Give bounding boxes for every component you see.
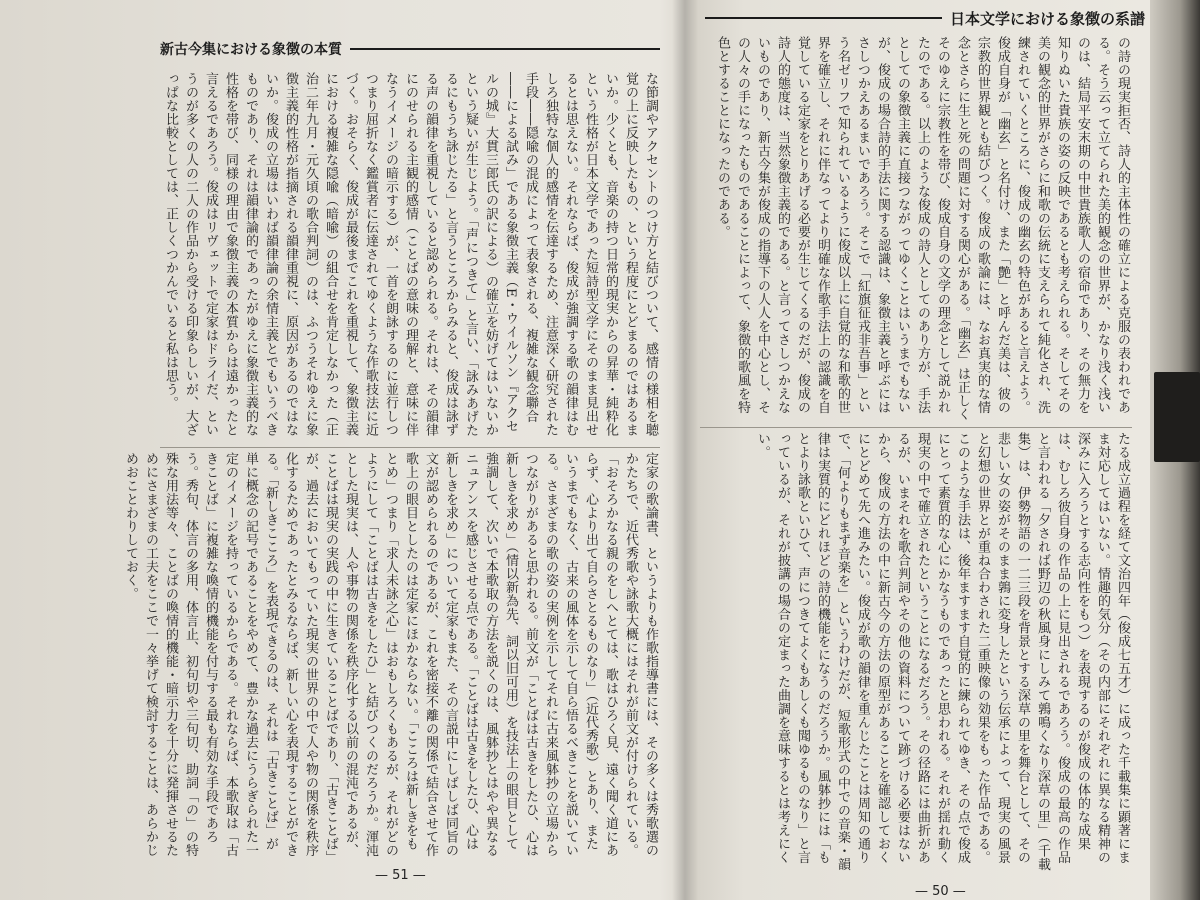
- left-upper-paragraph: な節調やアクセントのつけ方と結びついて、感情の様相を聴覚の上に反映したもの、という程度にとどまるのではあるまいか。少くとも、音楽の持つ日常的現実からの昇華・純粋化という性格が日本文学であった短詩型文学にそのまま見出せるとは思えない。それならば、俊成が強調する歌の韻律はむしろ独特な個人的感情を伝達するため、注意深く研究された手段――隠喩の混成によって表象される、複雑な観念聯合――による試み」である象徴主義（E・ウイルソン『アクセルの城』大貫三郎氏の訳による）の確立を妨げてはいないかという疑いが生じよう。「声につきて」と言い、「詠みあげたるにもうち詠じたる」と言うところからみると、俊成は詠ずる声の韻律を重視していると認められる。それは、その韻律にのせられる主観的感情（ことばの意味の理解と、意味に伴なうイメージの暗示する）が、一首を朗詠するのに並行しつつまり屈折なく鑑賞者に伝達されてゆくような作歌技法に近づく。おそらく、俊成が最後までこれを重視して、象徴主義における複雑な隠喩（暗喩）の組合せを肯定しなかった（正治二年九月・元久頃の歌合判詞）のは、ふつうそれゆえに象徴主義的性格が指摘される韻律重視に、原因があるのではないか。俊成の立場はいわば韻律論の余情主義とでもいうべきものであり、それは韻律論的であったがゆえに象徴主義的な性格を帯び、同様の理由で象徴主義の本質からは遠かったと言えるであろう。俊成はリヴェットで定家はドライだ、というのが多くの人の二人の作品から受ける印象らしいが、大ざっぱな比較としては、正しくつかんでいると私は思う。: [163, 72, 658, 437]
- left-tier-divider: [160, 447, 660, 448]
- right-page-number: — 50 —: [915, 884, 966, 899]
- left-header-title: 新古今集における象徴の本質: [160, 42, 342, 58]
- right-lower-paragraph: たる成立過程を経て文治四年（俊成七五才）に成った千載集に顕著にまま対応してはいない。情趣的気分（その内部にそれぞれに異なる精神の深みに入ろうとする志向性をもつ）を表現するのが俊成の体的な成果は、むしろ彼自身の作品の上に見出されるであろう。俊成の最高の作品と言われる「夕されば野辺の秋風身にしみて鶉鳴くなり深草の里」（千載集）は、伊勢物語の一二三段を背景とする深草の里を舞台として、その悲しい女の姿がそのまま鶉に変身したという伝承によって、現実の風景と幻想の世界とが重ね合わされた二重映像の効果をもった作品である。このような手法は、後年ますます自覚的に練られてゆき、その点で俊成にとって素質的な心にかなうものであったと思われる。それが揺れ動く現実の中で確立されたということになるだろう。その径路には曲折があるが、いまそれを歌合判詞やその他の資料について跡づける必要はないから、俊成の方法の中に新古今の方法の原型があることを確認しておくにとどめて先へ進みたい。俊成が歌の韻律を重んじたことは周知の通りで、「何よりもまず音楽を」というわけだが、短歌形式の中での音楽・韻律は実質的にどれほどの詩的機能をになうのだろうか。風躰抄には「もとより詠歌といひて、声につきてよくもあしくも聞ゆるものなり」と言っているが、それが披講の場合の定まった曲調を意味するとは考えにくい。: [755, 432, 1130, 871]
- left-page-lower-text: [123, 452, 660, 862]
- right-header-title: 日本文学における象徴の系譜: [949, 9, 1145, 28]
- left-page-upper-text: [160, 72, 660, 444]
- right-page-lower-text: [700, 432, 1132, 872]
- dark-object: [1154, 372, 1200, 462]
- left-running-header: [160, 38, 660, 60]
- right-upper-paragraph: の詩の現実拒否、詩人的主体性の確立による克服の表われである。そう云って立てられた美的観念の世界が、かなり浅く浅いのは、結局平安末期の中世貴族歌人の宿命であり、その無力を知りぬいた貴族の姿の反映であるとも考えられる。そしてその美の観念的世界がさらに和歌の伝統に支えられて純化され、洗練されていくところに、俊成の幽玄の特色があると言えよう。俊成自身が「幽玄」と名付け、また「艶」と呼んだ美は、彼の宗教的世界観とも結びつく。俊成の歌論には、なお真実的な情念とさらに生と死の問題に対する関心がある。「幽玄」は正しくそのゆえに宗教性を帯び、俊成自身の文学の理念として説かれたのである。以上のような俊成の詩人としてのあり方が、手法としての象徴主義に直接つながってゆくことはいうまでもないが、俊成の場合詩的手法に関する認識は、象徴主義と呼ぶにはさしつかえあるまいであろう。そこで「紅旗征戎非吾事」という名ゼリフで知られているように俊成以上に自覚的な和歌的世界を確立し、それに伴なってより明確な作歌手法上の認識を自覚している定家をとりあげる必要が生じてくるのだが、俊成の詩人的態度は、当然象徴主義的である。と言ってさしつかえないものであり、新古今集が俊成の指導下の人人を中心とし、その人々の手になったものであることによって、象徴的歌風を特色とすることになったのである。: [715, 36, 1130, 421]
- book-gutter: [672, 0, 698, 900]
- left-header-rule: [350, 48, 660, 50]
- right-page-upper-text: [700, 36, 1132, 421]
- left-page-number: — 51 —: [375, 868, 426, 883]
- left-lower-paragraph: 定家の歌論書、というよりも作歌指導書には、その多くは秀歌選のかたちで、近代秀歌や詠歌大概にはそれが前文が付けられている。「おそろかなる親のをしへとては、歌はひろく見、遠く聞く道にあらず、心より出て自らさとるものなり」（近代秀歌）とあり、またいうまでもなく、古来の風体を示して自ら悟るべきことを説いている。さまざまの歌の姿の実例を示してそれに古来風躰抄の立場からつながりがあると思われる。前文が「ことばは古きをしたひ、心は新しきを求め」（情以新為先、詞以旧可用）を技法上の眼目として強調して、次いで本歌取の方法を説くのは、風躰抄とはやや異なるニュアンスを感じさせる点である。「ことばは古きをしたひ、心は新しきを求め」について定家もまた、その言説中にしばしば同旨の文が認められるのであるが、これを密接不離の関係で結合させて作歌上の眼目としたのは定家にほかならない。「こころは新しきをもとめ」つまり「求人未詠之心」はおもしろくもあるが、それがどのようにして「ことばは古きをしたひ」と結びつくのだろうか。渾沌とした現実は、人や事物の関係を秩序化する以前の混沌であるが、ことばは現実の実践の中に生きていることばであり、「古きことば」が、過去においてもっていた現実の世界の中で人や物の関係を秩序化するためであったとみるならば、新しい心を表現することができる。「新しきこころ」を表現できるのは、それは「古きことば」が単に概念の記号であることをやめて、豊かな過去にうらぎられた一定のイメージを持っているからである。それならば、本歌取は「古きことば」に複雑な喚情的機能を付与する最も有効な手段であろう。秀句、体言の多用、体言止、初句切や三句切、助詞「の」の特殊な用法等々、ことばの喚情的機能・暗示力を十分に発揮させるためにさまざまの工夫をここで一々挙げて検討することは、あらかじめおことわりしておく。: [123, 452, 658, 858]
- right-tier-divider: [700, 427, 1132, 428]
- right-header-rule: [705, 17, 942, 19]
- right-running-header: [705, 6, 1145, 30]
